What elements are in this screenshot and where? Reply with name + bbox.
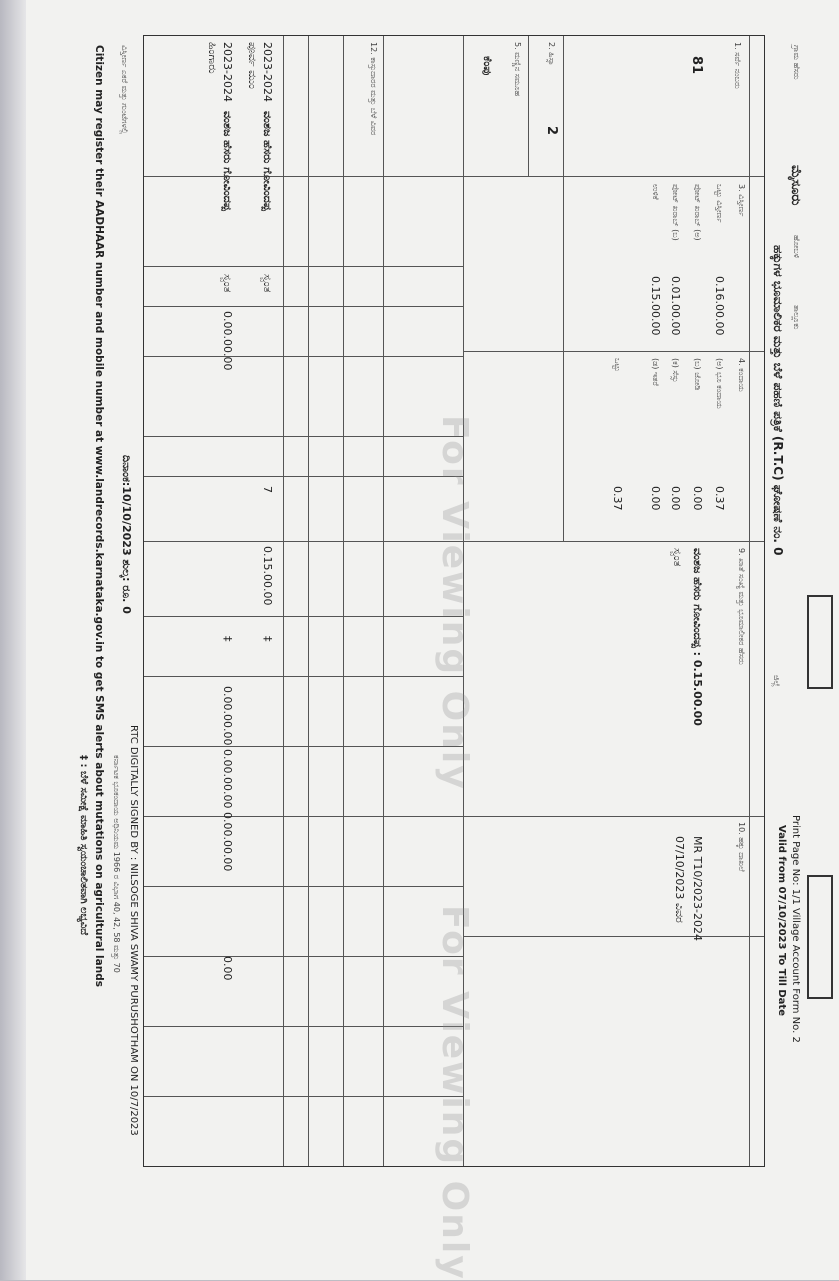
cult-mark: ‡ (221, 636, 234, 642)
village-name: ಮೈಸೂರು (788, 165, 803, 206)
area-row-label: ಪೋಟ್ ಖರಾಬ್ (ಬ) (671, 184, 680, 241)
header-tab (807, 595, 833, 689)
print-page: Print Page No: 1/1 Village Account Form No. 2 (790, 815, 801, 1043)
assessment-row-label: (ಬ) ಜೋಡಿ (693, 358, 702, 391)
digital-signature: RTC DIGITALLY SIGNED BY : NILSOGE SHIVA SWAMY PURUSHOTHAM ON 10/7/2023 (128, 725, 139, 1136)
cult-area: 0.15.00.00 (261, 546, 274, 606)
district-label: ಜಿಲ್ಲೆ (772, 675, 781, 687)
irrigated-values: 0.00.00.00 0.00.00.00 0.00.00.00 (221, 686, 234, 872)
area-head: 3. ವಿಸ್ತೀರ್ಣ (737, 184, 746, 217)
hobli-label: ಹೋಬಳಿ (792, 235, 801, 259)
watermark: For Viewing Only (434, 415, 475, 791)
yield-value: 0.00 (221, 956, 234, 981)
page-title: ಹಕ್ಕುಗಳ ಭೂಮಾಲಿಕರ ಮತ್ತು ಬೆಳೆ ಪಹಣಿ ಪತ್ರಿಕೆ (R.T.C) ಘೋಷಣೆ ನಂ. 0 (771, 245, 785, 556)
assessment-row-label: (ಡ) ಇತರೆ (651, 358, 660, 386)
cult-type: ಸ್ವಂತ (221, 274, 234, 293)
cult-year: 2023-2024 (261, 42, 274, 102)
survey-label: 1. ಸರ್ವೆ ನಂಬರು (733, 42, 742, 89)
cultivation-head: 12. ಕಾಸ್ತುದಾರರ ಮತ್ತು ಬೆಳೆ ವಿವರ (369, 42, 378, 136)
citizen-note: Citizen may register their AADHAAR number and mobile number at www.landrecords.karnataka.gov.in to get SMS alerts about mutations on agricultural lands (93, 45, 105, 987)
legal-note: ಕರ್ನಾಟಕ ಭೂಕಂದಾಯ ಅಧಿನಿಯಮ 1966 ರ ವಿಭಾಗ 40, 42, 58 ಮತ್ತು 70 (112, 755, 121, 973)
area-row-value: 0.01.00.00 (669, 276, 682, 336)
hissa-number: 2 (544, 126, 559, 136)
hissa-label: 2. ಹಿಸ್ಸಾ (547, 42, 556, 66)
assessment-row-value: 0.00 (691, 486, 704, 511)
area-row-label: ಪೋಟ್ ಖರಾಬ್ (ಅ) (693, 184, 702, 241)
owner-name: ವಂಶಜ ಹೆಸರು ಗೋವಿಂದಪ್ಪ : 0.15.00.00 (691, 548, 704, 726)
survey-number: 81 (689, 56, 704, 75)
header-tab (807, 875, 833, 999)
cult-name: ವಂಶಜ ಹೆಸರು ಗೋವಿಂದಪ್ಪ (261, 111, 274, 211)
assessment-row-value: 0.00 (649, 486, 662, 511)
cult-col7: 7 (261, 486, 274, 493)
cult-season: ಹಿಂಗಾರು (206, 42, 219, 74)
assessment-total: 0.37 (611, 486, 624, 511)
cult-name: ವಂಶಜ ಹೆಸರು ಗೋವಿಂದಪ್ಪ (221, 111, 234, 211)
footer-left-note: ವಿಸ್ತೀರ್ಣ ಎಕರೆ ಮತ್ತು ಗುಂಟೆಗಳಲ್ಲಿ (120, 45, 129, 134)
cult-mark: ‡ (261, 636, 274, 642)
rtc-form (65, 35, 805, 1281)
mr-head: 10. ಹಕ್ಕು ದಾಖಲೆ (737, 822, 746, 872)
area-row-value: 0.16.00.00 (713, 276, 726, 336)
area-row-value: 0.15.00.00 (649, 276, 662, 336)
taluk-label: ತಾಲ್ಲೂಕು (792, 305, 801, 330)
cult-year: 2023-2024 (221, 42, 234, 102)
soil-value: ಕೆಂಪು (481, 56, 494, 76)
assessment-head: 4. ಕಂದಾಯ (737, 358, 746, 392)
owner-head: 9. ಖಾತೆ ಸಂಖ್ಯೆ ಮತ್ತು ಭೂಮಾಲೀಕರ ಹೆಸರು (737, 548, 746, 665)
footer-date: ದಿನಾಂಕ:10/10/2023 ಶುಲ್ಕ: ರೂ. 0 (120, 455, 133, 614)
cult-area: 0.00.00.00 (221, 311, 234, 371)
page-edge-shadow (0, 0, 26, 1280)
area-row-label: ಒಟ್ಟು ವಿಸ್ತೀರ್ಣ (715, 184, 724, 223)
cult-season: ಪೂರ್ವ ಮುಂ (246, 42, 259, 89)
owner-type: ಸ್ವಂತ (671, 548, 684, 567)
watermark: For Viewing Only (434, 905, 475, 1281)
crop-survey-note: ‡ : ಬೆಳೆ ಸಮೀಕ್ಷೆ ಮಾಹಿತಿ ಸ್ವಯಂಚಾಲಿತವಾಗಿ ಲಭ್ಯವಿದೆ (78, 755, 89, 936)
mr-number: MR T10/2023-2024 (691, 836, 704, 942)
village-label: ಗ್ರಾಮ ಹೆಸರು (792, 45, 801, 80)
mr-date: 07/10/2023 ವಿವರ (673, 836, 686, 923)
area-row-label: ಉಳಿಕೆ (651, 184, 660, 200)
assessment-row-value: 0.37 (713, 486, 726, 511)
soil-label: 5. ಮಣ್ಣಿನ ಸಮೂಹ (513, 42, 522, 97)
cult-type: ಸ್ವಂತ (261, 274, 274, 293)
assessment-row-value: 0.00 (669, 486, 682, 511)
assessment-row-label: (ಅ) ಭೂ ಕಂದಾಯ (715, 358, 724, 409)
valid-from: Valid from 07/10/2023 To Till Date (776, 825, 787, 1016)
assessment-total-label: ಒಟ್ಟು (613, 358, 622, 372)
assessment-row-label: (ಕ) ಸೆಸ್ಸು (671, 358, 680, 383)
